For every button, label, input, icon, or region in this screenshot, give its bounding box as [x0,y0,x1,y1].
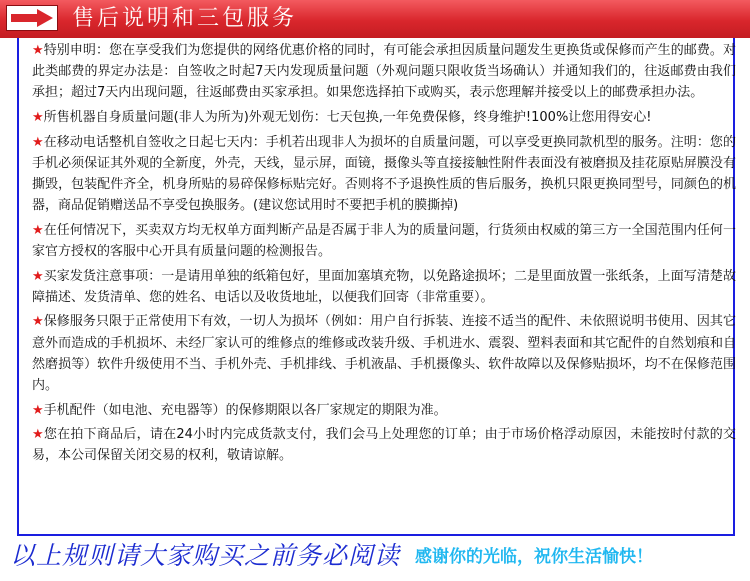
term-text: 在任何情况下，买卖双方均无权单方面判断产品是否属于非人为的质量问题，行货须由权威的第三方一全国范围内任何一家官方授权的客服中心开具有质量问题的检测报告。 [32,222,736,259]
page-title: 售后说明和三包服务 [72,6,298,31]
terms-list [32,40,736,470]
term-text: 特别申明：您在享受我们为您提供的网络优惠价格的同时，有可能会承担因质量问题发生更换货或保修而产生的邮费。对此类邮费的界定办法是：自签收之时起7天内发现质量问题（外观问题只限收货当场确认）并通知我们的，往返邮费由我们承担；超过7天内出现问题，往返邮费由买家承担。如果您选择拍下或购买，表示您理解并接受以上的邮费承担办法。 [32,43,736,101]
term-text: 手机配件（如电池、充电器等）的保修期限以各厂家规定的期限为准。 [43,402,447,418]
term-paragraph [32,266,736,308]
header-banner [0,0,750,38]
term-text: 保修服务只限于正常使用下有效，一切人为损坏（例如：用户自行拆装、连接不适当的配件、未依照说明书使用、因其它意外而造成的手机损坏、未经厂家认可的维修点的维修或改装升级、手机进水、震裂、塑料表面和其它配件的自然划痕和自然磨损等）软件升级使用不当、手机外壳、手机排线、手机液晶、手机摄像头、软件故障以及保修贴损坏，均不在保修范围内。 [32,314,736,393]
term-paragraph [32,311,736,396]
term-text: 买家发货注意事项：一是请用单独的纸箱包好，里面加塞填充物，以免路途损坏；二是里面放置一张纸条，上面写清楚故障描述、发货清单、您的姓名、电话以及收货地址，以便我们回寄（非常重要）。 [32,268,736,305]
star-icon: ★ [32,222,44,238]
star-icon: ★ [32,268,44,284]
term-paragraph [32,132,736,217]
star-icon: ★ [32,43,44,58]
star-icon: ★ [32,110,44,125]
footer-thanks: 感谢你的光临，祝你生活愉快！ [415,547,653,567]
arrow-box [6,5,58,31]
term-text: 在移动电话整机自签收之日起七天内：手机若出现非人为损坏的自质量问题，可以享受更换同款机型的服务。注明：您的手机必须保证其外观的全新度，外壳，天线，显示屏，面镜，摄像头等直接接触性附件表面没有被磨损及挂花原贴屏膜没有撕毁，包装配件齐全，机身所贴的易碎保修标贴完好。否则将不予退换性质的售后服务，换机只限更换同型号，同颜色的机器，商品促销赠送品不享受包换服务。(建议您试用时不要把手机的膜撕掉) [32,134,736,214]
star-icon: ★ [32,134,44,150]
term-text: 所售机器自身质量问题(非人为所为)外观无划伤：七天包换,一年免费保修，终身维护!100%让您用得安心! [43,110,652,125]
term-paragraph [32,220,736,262]
term-text: 您在拍下商品后，请在24小时内完成货款支付，我们会马上处理您的订单；由于市场价格浮动原因，未能按时付款的交易，本公司保留关闭交易的权利，敬请谅解。 [32,427,736,464]
star-icon: ★ [32,402,44,418]
star-icon: ★ [32,314,44,330]
star-icon: ★ [32,427,44,443]
right-arrow-icon [9,8,55,28]
term-paragraph [32,424,736,466]
term-paragraph [32,107,736,128]
term-paragraph [32,400,736,421]
term-paragraph [32,40,736,104]
footer-notice: 以上规则请大家购买之前务必阅读 [10,541,401,570]
